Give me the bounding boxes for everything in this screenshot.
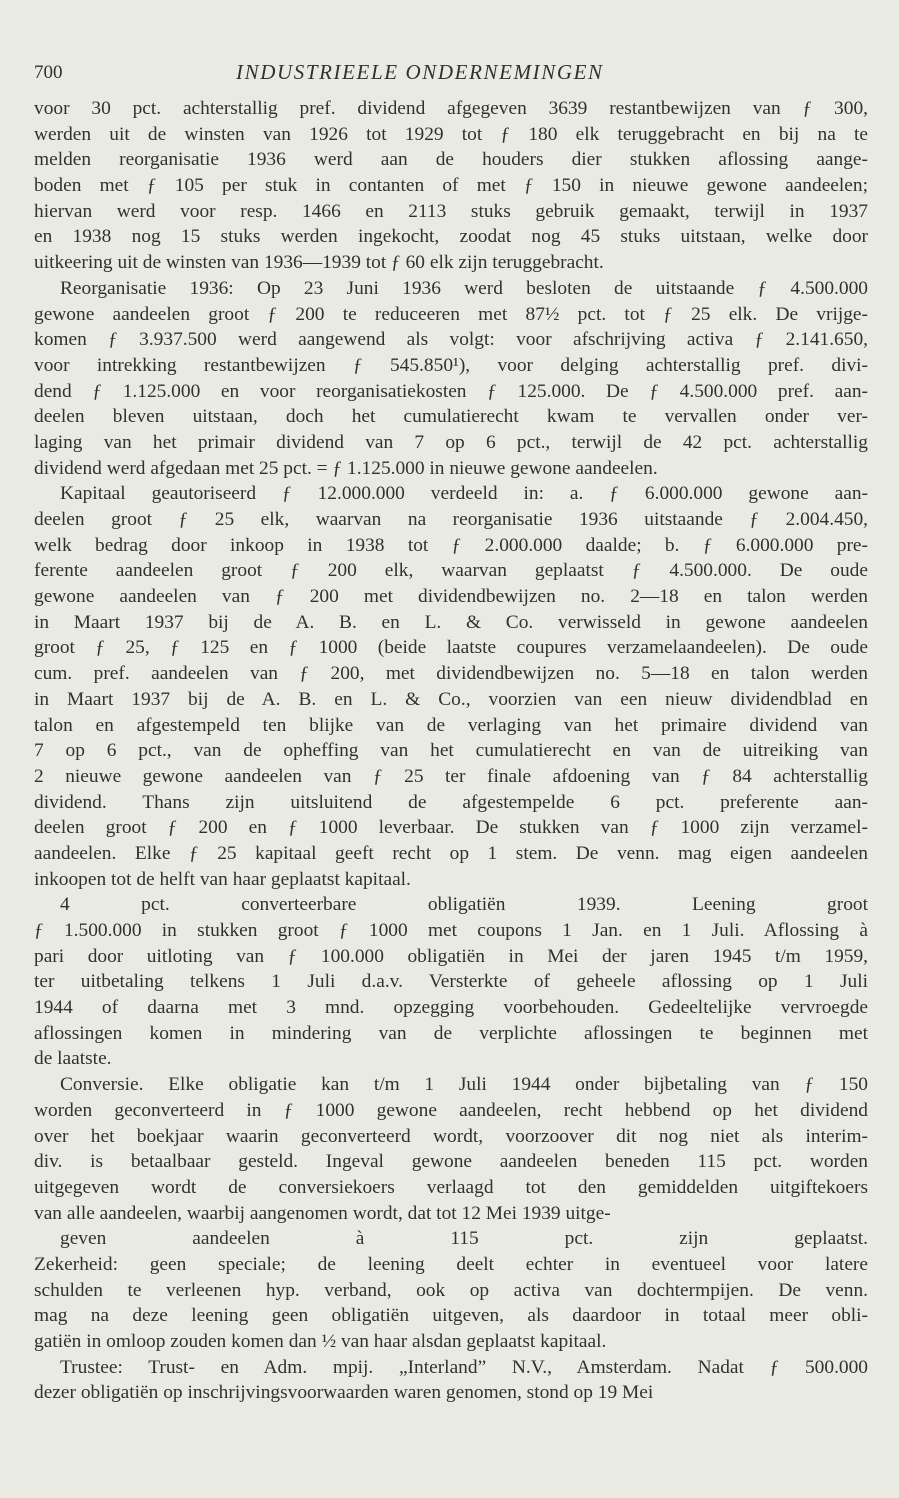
text-line: Kapitaal geautoriseerd ƒ 12.000.000 verdeeld in: a. ƒ 6.000.000 gewone aan- — [60, 483, 868, 505]
text-line: deelen groot ƒ 200 en ƒ 1000 leverbaar. De stukken van ƒ 1000 zijn verzamel- — [34, 817, 868, 839]
text-line: over het boekjaar waarin geconverteerd wordt, voorzoover dit nog niet als interim- — [34, 1125, 868, 1147]
text-line: voor 30 pct. achterstallig pref. dividend afgegeven 3639 restantbewijzen van ƒ 300, — [34, 98, 868, 119]
text-line: geven aandeelen à 115 pct. zijn geplaatst. — [60, 1228, 868, 1250]
text-line: Reorganisatie 1936: Op 23 Juni 1936 werd besloten de uitstaande ƒ 4.500.000 — [60, 277, 868, 299]
text-line: cum. pref. aandeelen van ƒ 200, met dividendbewijzen no. 5—18 en talon werden — [34, 663, 868, 685]
text-line: deelen bleven uitstaan, doch het cumulatierecht kwam te vervallen onder ver- — [34, 406, 868, 428]
text-line: ter uitbetaling telkens 1 Juli d.a.v. Versterkte of geheele aflossing op 1 Juli — [34, 971, 868, 993]
text-line: Zekerheid: geen speciale; de leening deelt echter in eventueel voor latere — [34, 1253, 868, 1275]
text-line: Trustee: Trust- en Adm. mpij. „Interland” N.V., Amsterdam. Nadat ƒ 500.000 — [60, 1356, 868, 1378]
text-line: gatiën in omloop zouden komen dan ½ van haar alsdan geplaatst kapitaal. — [34, 1331, 607, 1352]
text-line: dend ƒ 1.125.000 en voor reorganisatiekosten ƒ 125.000. De ƒ 4.500.000 pref. aan- — [34, 380, 868, 402]
text-line: melden reorganisatie 1936 werd aan de houders dier stukken aflossing aange- — [34, 149, 868, 171]
text-line: dezer obligatiën op inschrijvingsvoorwaarden waren genomen, stond op 19 Mei — [34, 1382, 654, 1404]
text-line: worden geconverteerd in ƒ 1000 gewone aandeelen, recht hebbend op het dividend — [34, 1099, 868, 1121]
running-title: INDUSTRIEELE ONDERNEMINGEN — [236, 60, 604, 84]
text-line: in Maart 1937 bij de A. B. en L. & Co. verwisseld in gewone aandeelen — [34, 611, 868, 633]
text-line: laging van het primair dividend van 7 op 6 pct., terwijl de 42 pct. achterstallig — [34, 431, 868, 453]
text-line: mag na deze leening geen obligatiën uitgeven, als daardoor in totaal meer obli- — [34, 1305, 868, 1327]
text-line: aandeelen. Elke ƒ 25 kapitaal geeft recht op 1 stem. De venn. mag eigen aandeelen — [34, 842, 868, 864]
text-line: 1944 of daarna met 3 mnd. opzegging voorbehouden. Gedeeltelijke vervroegde — [34, 997, 868, 1019]
text-line: en 1938 nog 15 stuks werden ingekocht, zoodat nog 45 stuks uitstaan, welke door — [34, 226, 868, 248]
text-line: hiervan werd voor resp. 1466 en 2113 stuks gebruik gemaakt, terwijl in 1937 — [34, 200, 868, 222]
text-line: ferente aandeelen groot ƒ 200 elk, waarvan geplaatst ƒ 4.500.000. De oude — [34, 560, 868, 582]
text-line: groot ƒ 25, ƒ 125 en ƒ 1000 (beide laatste coupures verzamelaandeelen). De oude — [34, 637, 868, 659]
text-line: welk bedrag door inkoop in 1938 tot ƒ 2.000.000 daalde; b. ƒ 6.000.000 pre- — [34, 534, 868, 556]
text-line: schulden te verleenen hyp. verband, ook op activa van dochtermpijen. De venn. — [34, 1279, 868, 1301]
text-line: werden uit de winsten van 1926 tot 1929 tot ƒ 180 elk teruggebracht en bij na te — [34, 123, 868, 145]
text-line: boden met ƒ 105 per stuk in contanten of met ƒ 150 in nieuwe gewone aandeelen; — [34, 175, 868, 197]
text-line: in Maart 1937 bij de A. B. en L. & Co., voorzien van een nieuw dividendblad en — [34, 688, 868, 710]
text-line: komen ƒ 3.937.500 werd aangewend als volgt: voor afschrijving activa ƒ 2.141.650, — [34, 329, 868, 351]
text-line: talon en afgestempeld ten blijke van de verlaging van het primaire dividend van — [34, 714, 868, 736]
text-line: div. is betaalbaar gesteld. Ingeval gewone aandeelen beneden 115 pct. worden — [34, 1151, 868, 1173]
text-line: pari door uitloting van ƒ 100.000 obligatiën in Mei der jaren 1945 t/m 1959, — [34, 945, 868, 967]
text-line: 4 pct. converteerbare obligatiën 1939. Leening groot — [60, 894, 868, 916]
text-line: dividend. Thans zijn uitsluitend de afgestempelde 6 pct. preferente aan- — [34, 791, 868, 813]
text-line: 7 op 6 pct., van de opheffing van het cumulatierecht en van de uitreiking van — [34, 740, 868, 762]
text-line: inkoopen tot de helft van haar geplaatst kapitaal. — [34, 868, 411, 890]
page-header — [34, 60, 868, 90]
text-line: ƒ 1.500.000 in stukken groot ƒ 1000 met coupons 1 Jan. en 1 Juli. Aflossing à — [34, 920, 868, 941]
text-line: uitkeering uit de winsten van 1936—1939 tot ƒ 60 elk zijn teruggebracht. — [34, 252, 604, 274]
text-line: 2 nieuwe gewone aandeelen van ƒ 25 ter finale afdoening van ƒ 84 achterstallig — [34, 765, 868, 787]
text-line: uitgegeven wordt de conversiekoers verlaagd tot den gemiddelden uitgiftekoers — [34, 1176, 868, 1198]
text-line: aflossingen komen in mindering van de verplichte aflossingen te beginnen met — [34, 1022, 868, 1044]
text-line: Conversie. Elke obligatie kan t/m 1 Juli 1944 onder bijbetaling van ƒ 150 — [60, 1074, 868, 1096]
text-line: dividend werd afgedaan met 25 pct. = ƒ 1.125.000 in nieuwe gewone aandeelen. — [34, 457, 658, 479]
text-line: deelen groot ƒ 25 elk, waarvan na reorganisatie 1936 uitstaande ƒ 2.004.450, — [34, 509, 868, 530]
page-number: 700 — [34, 62, 63, 83]
text-line: voor intrekking restantbewijzen ƒ 545.850¹), voor delging achterstallig pref. divi- — [34, 354, 868, 376]
text-line: gewone aandeelen van ƒ 200 met dividendbewijzen no. 2—18 en talon werden — [34, 586, 868, 608]
text-line: van alle aandeelen, waarbij aangenomen wordt, dat tot 12 Mei 1939 uitge- — [34, 1202, 611, 1224]
text-line: de laatste. — [34, 1048, 112, 1070]
text-line: gewone aandeelen groot ƒ 200 te reduceeren met 87½ pct. tot ƒ 25 elk. De vrijge- — [34, 303, 868, 325]
body-text — [34, 96, 868, 1406]
